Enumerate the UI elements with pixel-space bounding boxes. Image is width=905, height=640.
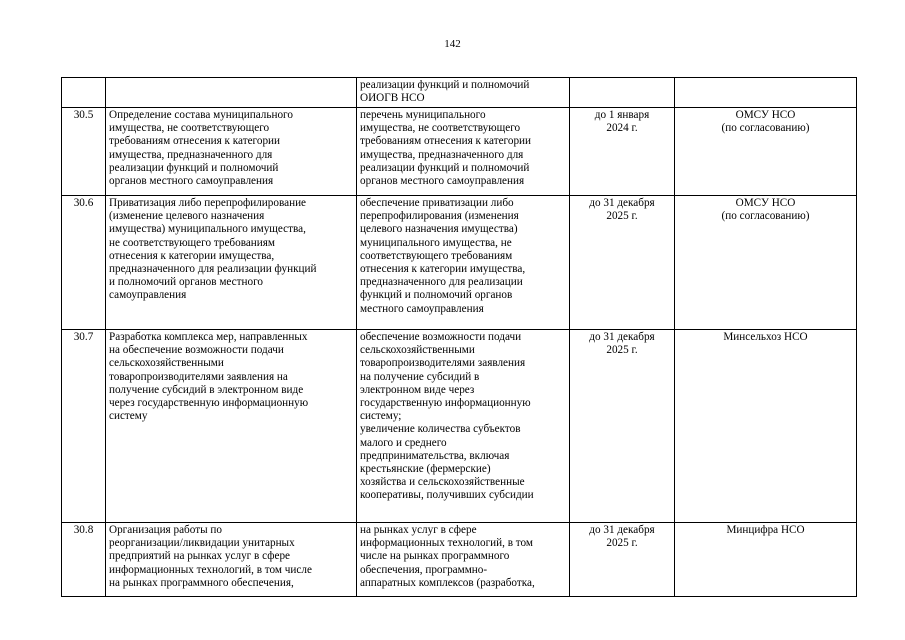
responsible-cell bbox=[675, 78, 857, 108]
result-cell: перечень муниципального имущества, не соответствующего требованиям отнесения к категории имущества, предназначенного для реализации функций и полномочий органов местного самоуправления bbox=[357, 108, 570, 196]
row-number: 30.6 bbox=[62, 196, 106, 330]
responsible-cell: Минсельхоз НСО bbox=[675, 330, 857, 523]
deadline-cell: до 1 января 2024 г. bbox=[570, 108, 675, 196]
deadline-cell bbox=[570, 78, 675, 108]
action-cell: Разработка комплекса мер, направленных на обеспечение возможности подачи сельскохозяйственными товаропроизводителями заявления на получение субсидий в электронном виде через государственную информационную систему bbox=[106, 330, 357, 523]
deadline-cell: до 31 декабря 2025 г. bbox=[570, 523, 675, 597]
result-cell: на рынках услуг в сфере информационных технологий, в том числе на рынках программного обеспечения, программно- аппаратных комплексов (разработка, bbox=[357, 523, 570, 597]
responsible-cell: Минцифра НСО bbox=[675, 523, 857, 597]
page-number: 142 bbox=[444, 38, 461, 50]
responsible-cell: ОМСУ НСО (по согласованию) bbox=[675, 196, 857, 330]
responsible-cell: ОМСУ НСО (по согласованию) bbox=[675, 108, 857, 196]
row-number: 30.7 bbox=[62, 330, 106, 523]
result-cell: обеспечение возможности подачи сельскохозяйственными товаропроизводителями заявления на получение субсидий в электронном виде через государственную информационную систему; увеличение количества субъектов малого и среднего предпринимательства, включая крестьянские (фермерские) хозяйства и сельскохозяйственные кооперативы, получивших субсидии bbox=[357, 330, 570, 523]
action-cell: Организация работы по реорганизации/ликвидации унитарных предприятий на рынках услуг в сфере информационных технологий, в том числе на рынках программного обеспечения, bbox=[106, 523, 357, 597]
row-number: 30.8 bbox=[62, 523, 106, 597]
table-row bbox=[62, 196, 857, 330]
table-row bbox=[62, 330, 857, 523]
action-cell: Определение состава муниципального имущества, не соответствующего требованиям отнесения к категории имущества, предназначенного для реализации функций и полномочий органов местного самоуправления bbox=[106, 108, 357, 196]
table-row bbox=[62, 108, 857, 196]
row-number bbox=[62, 78, 106, 108]
measures-table bbox=[61, 77, 857, 597]
table-row bbox=[62, 78, 857, 108]
row-number: 30.5 bbox=[62, 108, 106, 196]
table-row bbox=[62, 523, 857, 597]
deadline-cell: до 31 декабря 2025 г. bbox=[570, 196, 675, 330]
deadline-cell: до 31 декабря 2025 г. bbox=[570, 330, 675, 523]
action-cell: Приватизация либо перепрофилирование (изменение целевого назначения имущества) муниципального имущества, не соответствующего требованиям отнесения к категории имущества, предназначенного для реализации функций и полномочий органов местного самоуправления bbox=[106, 196, 357, 330]
action-cell bbox=[106, 78, 357, 108]
result-cell: реализации функций и полномочий ОИОГВ НСО bbox=[357, 78, 570, 108]
result-cell: обеспечение приватизации либо перепрофилирования (изменения целевого назначения имущества) муниципального имущества, не соответствующего требованиям отнесения к категории имущества, предназначенного для реализации функций и полномочий органов местного самоуправления bbox=[357, 196, 570, 330]
